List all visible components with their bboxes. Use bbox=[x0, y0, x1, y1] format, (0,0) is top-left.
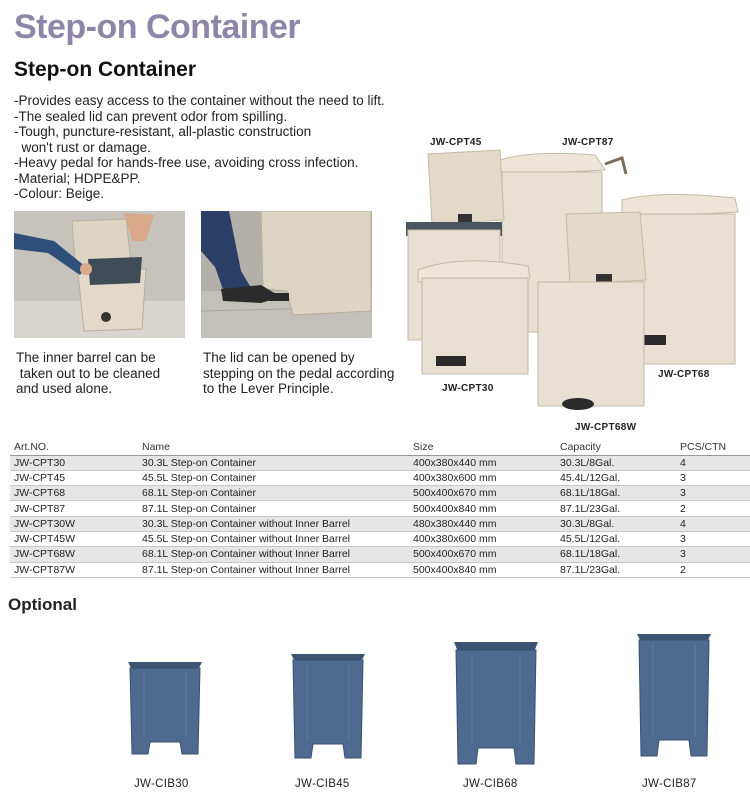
inner-barrel-cib30 bbox=[124, 658, 206, 758]
label-cpt87: JW-CPT87 bbox=[562, 137, 614, 148]
label-cib30: JW-CIB30 bbox=[134, 778, 189, 790]
table-row bbox=[10, 486, 750, 501]
cell-capacity: 45.4L/12Gal. bbox=[556, 470, 676, 485]
cell-pcs: 2 bbox=[676, 562, 750, 577]
cell-size: 500x400x840 mm bbox=[409, 501, 556, 516]
cell-name: 45.5L Step-on Container without Inner Barrel bbox=[138, 531, 409, 546]
table-row bbox=[10, 516, 750, 531]
table-row bbox=[10, 531, 750, 546]
label-cib87: JW-CIB87 bbox=[642, 778, 697, 790]
cell-name: 68.1L Step-on Container bbox=[138, 486, 409, 501]
section-title: Step-on Container bbox=[14, 58, 196, 81]
inner-barrel-photo-illustration bbox=[14, 211, 185, 338]
cell-size: 400x380x440 mm bbox=[409, 455, 556, 470]
header-pcs: PCS/CTN bbox=[676, 440, 750, 455]
cell-size: 480x380x440 mm bbox=[409, 516, 556, 531]
inner-barrel-cib45 bbox=[287, 650, 369, 762]
cell-art-no: JW-CPT45W bbox=[10, 531, 138, 546]
cell-name: 45.5L Step-on Container bbox=[138, 470, 409, 485]
cell-capacity: 87.1L/23Gal. bbox=[556, 501, 676, 516]
feature-item: -Provides easy access to the container without the need to lift. bbox=[14, 93, 385, 108]
cell-pcs: 2 bbox=[676, 501, 750, 516]
label-cib68: JW-CIB68 bbox=[463, 778, 518, 790]
header-size: Size bbox=[409, 440, 556, 455]
feature-item: -Heavy pedal for hands-free use, avoiding cross infection. bbox=[14, 155, 359, 170]
cell-pcs: 4 bbox=[676, 516, 750, 531]
cell-capacity: 87.1L/23Gal. bbox=[556, 562, 676, 577]
table-row bbox=[10, 470, 750, 485]
cell-pcs: 3 bbox=[676, 486, 750, 501]
caption-line: taken out to be cleaned bbox=[16, 365, 161, 381]
feature-item: -Material; HDPE&PP. bbox=[14, 170, 141, 186]
cell-size: 500x400x840 mm bbox=[409, 562, 556, 577]
feature-item: -Colour: Beige. bbox=[14, 186, 105, 201]
cell-pcs: 4 bbox=[676, 455, 750, 470]
cell-name: 68.1L Step-on Container without Inner Barrel bbox=[138, 547, 409, 562]
optional-title: Optional bbox=[8, 595, 77, 614]
label-cib45: JW-CIB45 bbox=[295, 778, 350, 790]
cell-capacity: 68.1L/18Gal. bbox=[556, 547, 676, 562]
feature-item: won't rust or damage. bbox=[14, 139, 151, 155]
cell-name: 30.3L Step-on Container without Inner Barrel bbox=[138, 516, 409, 531]
cell-pcs: 3 bbox=[676, 547, 750, 562]
container-cpt30 bbox=[418, 261, 530, 374]
caption-line: The lid can be opened by bbox=[203, 350, 355, 365]
cell-art-no: JW-CPT87W bbox=[10, 562, 138, 577]
label-cpt30: JW-CPT30 bbox=[442, 383, 494, 394]
table-row bbox=[10, 562, 750, 577]
table-row bbox=[10, 455, 750, 470]
feature-item: -The sealed lid can prevent odor from spilling. bbox=[14, 108, 288, 124]
spec-table bbox=[10, 440, 750, 578]
label-cpt68w: JW-CPT68W bbox=[575, 422, 637, 433]
pedal-photo-illustration bbox=[201, 211, 372, 338]
header-art-no: Art.NO. bbox=[10, 440, 138, 455]
cell-name: 87.1L Step-on Container bbox=[138, 501, 409, 516]
cell-name: 87.1L Step-on Container without Inner Barrel bbox=[138, 562, 409, 577]
cell-name: 30.3L Step-on Container bbox=[138, 455, 409, 470]
header-name: Name bbox=[138, 440, 409, 455]
pedal-photo bbox=[201, 211, 372, 338]
cell-art-no: JW-CPT87 bbox=[10, 501, 138, 516]
cell-art-no: JW-CPT45 bbox=[10, 470, 138, 485]
cell-pcs: 3 bbox=[676, 531, 750, 546]
table-header-row bbox=[10, 440, 750, 455]
table-row bbox=[10, 547, 750, 562]
caption-line: stepping on the pedal according bbox=[203, 365, 395, 381]
cell-capacity: 45.5L/12Gal. bbox=[556, 531, 676, 546]
feature-item: -Tough, puncture-resistant, all-plastic construction bbox=[14, 124, 312, 139]
cell-art-no: JW-CPT68 bbox=[10, 486, 138, 501]
inner-barrel-cib68 bbox=[450, 638, 542, 768]
cell-size: 500x400x670 mm bbox=[409, 486, 556, 501]
cell-size: 400x380x600 mm bbox=[409, 531, 556, 546]
caption-line: to the Lever Principle. bbox=[203, 381, 334, 396]
header-capacity: Capacity bbox=[556, 440, 676, 455]
table-row bbox=[10, 501, 750, 516]
cell-capacity: 30.3L/8Gal. bbox=[556, 455, 676, 470]
cell-capacity: 30.3L/8Gal. bbox=[556, 516, 676, 531]
cell-art-no: JW-CPT30W bbox=[10, 516, 138, 531]
cell-art-no: JW-CPT68W bbox=[10, 547, 138, 562]
pedal-caption bbox=[203, 350, 413, 397]
caption-line: and used alone. bbox=[16, 381, 113, 396]
cell-pcs: 3 bbox=[676, 470, 750, 485]
cell-size: 400x380x600 mm bbox=[409, 470, 556, 485]
label-cpt68: JW-CPT68 bbox=[658, 369, 710, 380]
cell-capacity: 68.1L/18Gal. bbox=[556, 486, 676, 501]
inner-barrel-photo bbox=[14, 211, 185, 338]
feature-list bbox=[14, 93, 414, 202]
label-cpt45: JW-CPT45 bbox=[430, 137, 482, 148]
cell-art-no: JW-CPT30 bbox=[10, 455, 138, 470]
cell-size: 500x400x670 mm bbox=[409, 547, 556, 562]
inner-barrel-cib87 bbox=[633, 630, 715, 760]
caption-line: The inner barrel can be bbox=[16, 350, 156, 365]
inner-barrel-caption bbox=[16, 350, 196, 397]
page-title: Step-on Container bbox=[14, 8, 301, 46]
